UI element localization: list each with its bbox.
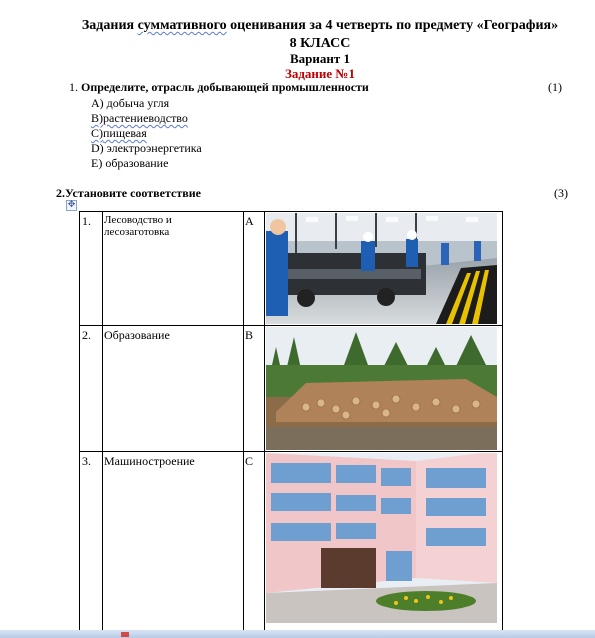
car-factory-image [266, 213, 497, 324]
row-number: 1. [80, 212, 103, 326]
option-prefix: D) [91, 141, 107, 155]
row-letter: A [244, 212, 265, 326]
row-number: 2. [80, 326, 103, 452]
move-handle-icon[interactable]: ✥ [67, 200, 76, 210]
row-name [103, 212, 244, 326]
table-row [80, 326, 503, 452]
option-e [91, 156, 202, 171]
image-cell [265, 212, 503, 326]
document-title [40, 18, 595, 34]
question-1-number: 1. [69, 80, 78, 94]
taskbar [0, 630, 595, 638]
option-text: образование [105, 156, 169, 170]
school-building-image [266, 453, 497, 623]
image-cell [265, 452, 503, 632]
option-text: добыча угля [106, 96, 170, 110]
row-name-text: Лесоводство и лесозаготовка [104, 214, 172, 238]
image-cell [265, 326, 503, 452]
timber-pile-image [266, 327, 497, 450]
question-1-options [91, 96, 202, 171]
task-heading: Задание №1 [284, 66, 355, 81]
grade-heading: 8 КЛАСС [289, 36, 351, 51]
row-name: Образование [103, 326, 244, 452]
option-d [91, 141, 202, 156]
question-2: 2.Установите соответствие [56, 186, 201, 200]
option-text: пищевая [103, 126, 147, 140]
row-letter: B [244, 326, 265, 452]
question-1-score: (1) [548, 80, 562, 94]
option-prefix: E) [91, 156, 106, 170]
option-text-wavy [91, 126, 147, 140]
option-b [91, 111, 202, 126]
question-1 [69, 80, 369, 95]
option-text-wavy [91, 111, 188, 125]
row-number: 3. [80, 452, 103, 632]
title-prefix: Задания [81, 18, 138, 33]
taskbar-app-icon[interactable] [121, 632, 129, 637]
title-suffix: оценивания за 4 четверть по предмету «География» [226, 18, 559, 33]
question-1-text: Определите, отрасль добывающей промышленности [81, 80, 369, 94]
question-2-score: (3) [554, 186, 568, 200]
option-prefix: A) [91, 96, 107, 110]
option-text: растениеводство [103, 111, 188, 125]
row-letter: C [244, 452, 265, 632]
option-a [91, 96, 202, 111]
table-row [80, 212, 503, 326]
table-row [80, 452, 503, 632]
option-prefix: C) [91, 126, 103, 140]
option-c [91, 126, 202, 141]
option-text: электроэнергетика [106, 141, 202, 155]
matching-table [79, 211, 503, 632]
variant-heading: Вариант 1 [289, 51, 351, 66]
title-wavy-word: суммативного [137, 18, 227, 33]
row-name: Машиностроение [103, 452, 244, 632]
option-prefix: B) [91, 111, 103, 125]
